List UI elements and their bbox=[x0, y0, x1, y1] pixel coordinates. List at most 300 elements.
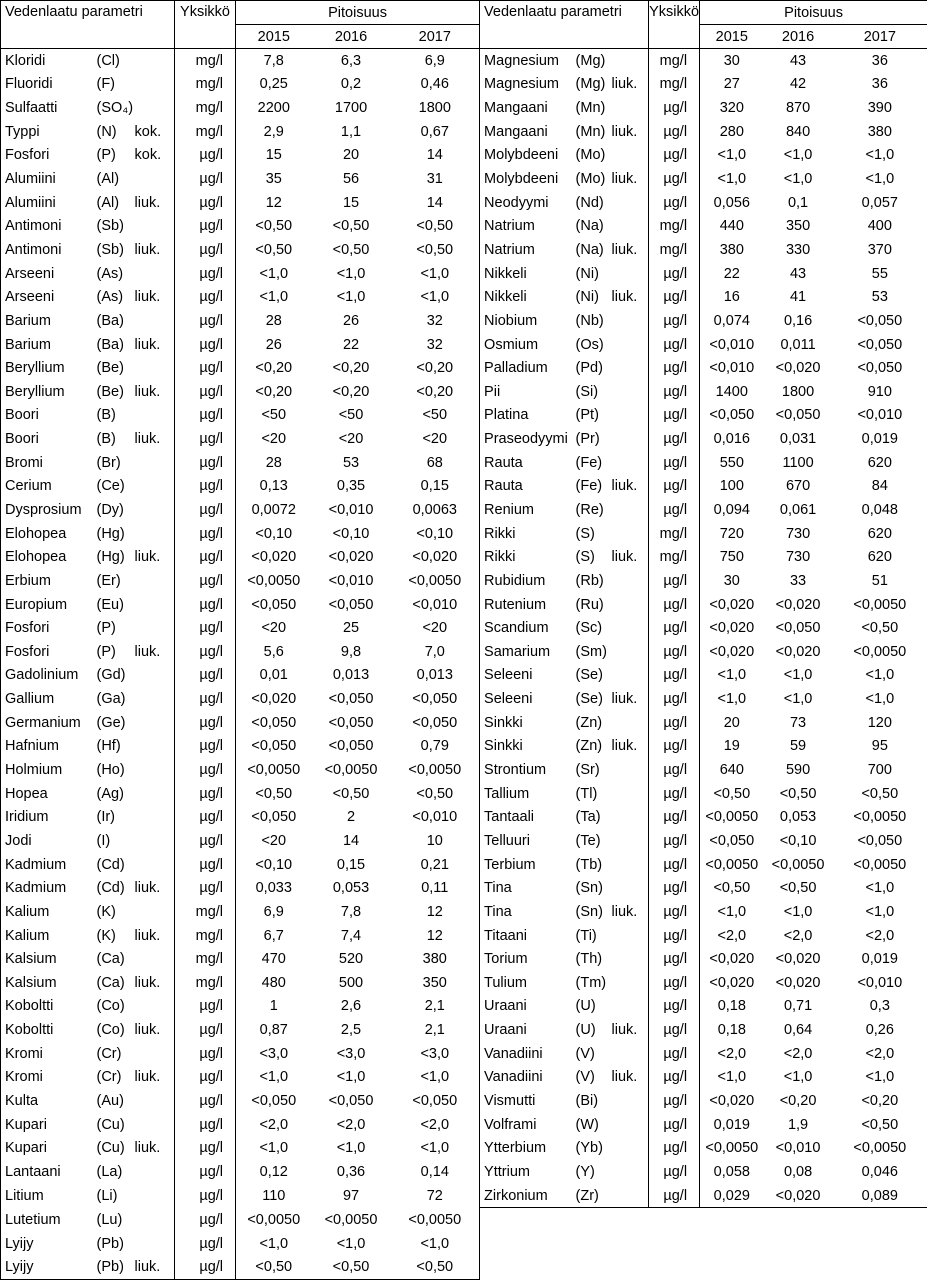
parameter-name: Kalsium bbox=[1, 971, 97, 995]
element-symbol: (Zn) bbox=[575, 714, 603, 731]
value-2017: 2,1 bbox=[424, 998, 445, 1015]
unit-cell: µg/l bbox=[649, 1160, 700, 1184]
value-2016: 0,36 bbox=[336, 1163, 366, 1180]
parameter-name: Boori bbox=[1, 427, 97, 451]
empty-cell bbox=[649, 1232, 700, 1256]
element-symbol: (Ba) bbox=[96, 312, 124, 329]
value-2016: 870 bbox=[785, 100, 811, 117]
table-row bbox=[1, 1256, 927, 1280]
value-2015: <20 bbox=[236, 829, 312, 853]
unit-cell: µg/l bbox=[649, 309, 700, 333]
param-header-right: Vedenlaatu parametri bbox=[480, 1, 649, 49]
value-2017: 84 bbox=[833, 475, 927, 499]
parameter-name: Seleeni bbox=[480, 664, 576, 688]
element-symbol: (S) bbox=[575, 549, 595, 566]
value-2016: <2,0 bbox=[783, 1045, 813, 1062]
dissolved-note: liuk. bbox=[134, 431, 161, 448]
unit-cell: µg/l bbox=[649, 782, 700, 806]
dissolved-note: liuk. bbox=[611, 289, 638, 306]
value-2016: <0,20 bbox=[332, 360, 370, 377]
unit-cell: mg/l bbox=[649, 545, 700, 569]
parameter-name: Gadolinium bbox=[1, 664, 97, 688]
unit-cell: mg/l bbox=[649, 238, 700, 262]
element-symbol: (Ni) bbox=[575, 289, 599, 306]
unit-cell: µg/l bbox=[649, 829, 700, 853]
value-2017: <0,0050 bbox=[833, 806, 927, 830]
unit-cell: µg/l bbox=[649, 971, 700, 995]
parameter-name: Tallium bbox=[480, 782, 576, 806]
table-row bbox=[1, 687, 927, 711]
value-2016: 0,053 bbox=[779, 809, 817, 826]
dissolved-note bbox=[135, 73, 175, 97]
value-2015: <0,50 bbox=[236, 782, 312, 806]
value-2015: 440 bbox=[700, 214, 764, 238]
parameter-name: Elohopea bbox=[1, 545, 97, 569]
dissolved-note bbox=[135, 1208, 175, 1232]
value-2017: 370 bbox=[833, 238, 927, 262]
dissolved-note: liuk. bbox=[134, 643, 161, 660]
dissolved-note bbox=[612, 853, 649, 877]
parameter-name: Typpi bbox=[1, 120, 97, 144]
element-symbol: (Nd) bbox=[575, 194, 604, 211]
parameter-name: Rikki bbox=[480, 545, 576, 569]
value-2016: <1,0 bbox=[783, 147, 813, 164]
value-2015: 28 bbox=[236, 451, 312, 475]
value-2015: <3,0 bbox=[236, 1042, 312, 1066]
value-2015: <0,010 bbox=[700, 356, 764, 380]
value-2016: 730 bbox=[785, 549, 811, 566]
value-2016: 2 bbox=[346, 809, 356, 826]
parameter-name: Kalium bbox=[1, 900, 97, 924]
parameter-name: Lyijy bbox=[1, 1232, 97, 1256]
dissolved-note: liuk. bbox=[611, 1022, 638, 1039]
table-row bbox=[1, 545, 927, 569]
value-2016: <1,0 bbox=[336, 1235, 366, 1252]
dissolved-note bbox=[612, 1042, 649, 1066]
value-2016: 0,061 bbox=[779, 501, 817, 518]
table-row bbox=[1, 356, 927, 380]
element-symbol: (Cr) bbox=[96, 1069, 122, 1086]
dissolved-note: liuk. bbox=[611, 738, 638, 755]
value-2015: 2,9 bbox=[236, 120, 312, 144]
unit-cell: mg/l bbox=[175, 120, 236, 144]
element-symbol: (Hf) bbox=[96, 738, 121, 755]
dissolved-note bbox=[612, 947, 649, 971]
element-symbol: (Pb) bbox=[96, 1235, 124, 1252]
parameter-name: Fosfori bbox=[1, 616, 97, 640]
value-2017: 32 bbox=[426, 312, 443, 329]
unit-cell: µg/l bbox=[649, 711, 700, 735]
dissolved-note: liuk. bbox=[134, 194, 161, 211]
dissolved-note bbox=[612, 1136, 649, 1160]
value-2016: 520 bbox=[338, 951, 364, 968]
value-2017: <0,050 bbox=[412, 691, 458, 708]
value-2016: <2,0 bbox=[783, 927, 813, 944]
value-2016: 0,2 bbox=[340, 76, 362, 93]
value-2016: 1800 bbox=[781, 383, 815, 400]
element-symbol: (Na) bbox=[575, 241, 604, 258]
element-symbol: (Ba) bbox=[96, 336, 124, 353]
value-2015: 380 bbox=[700, 238, 764, 262]
dissolved-note: liuk. bbox=[611, 1069, 638, 1086]
value-2015: 110 bbox=[236, 1184, 312, 1208]
table-row bbox=[1, 309, 927, 333]
value-2016: 1700 bbox=[334, 100, 368, 117]
table-row bbox=[1, 238, 927, 262]
value-2016: <0,10 bbox=[779, 832, 817, 849]
value-2015: <0,050 bbox=[236, 806, 312, 830]
parameter-name: Elohopea bbox=[1, 522, 97, 546]
value-2015: <1,0 bbox=[700, 144, 764, 168]
unit-cell: µg/l bbox=[649, 262, 700, 286]
value-2015: <20 bbox=[236, 427, 312, 451]
table-row bbox=[1, 380, 927, 404]
value-2017: 36 bbox=[833, 49, 927, 73]
element-symbol: (Hg) bbox=[96, 525, 125, 542]
value-2016: <0,50 bbox=[332, 218, 370, 235]
unit-cell: mg/l bbox=[175, 49, 236, 73]
value-2017: 0,79 bbox=[420, 738, 449, 755]
value-2016: <0,050 bbox=[328, 1093, 374, 1109]
parameter-name: Renium bbox=[480, 498, 576, 522]
dissolved-note bbox=[612, 262, 649, 286]
unit-cell: µg/l bbox=[649, 380, 700, 404]
unit-cell: µg/l bbox=[649, 285, 700, 309]
table-row bbox=[1, 120, 927, 144]
value-2017: 55 bbox=[833, 262, 927, 286]
unit-cell: µg/l bbox=[649, 687, 700, 711]
value-2015: <1,0 bbox=[236, 262, 312, 286]
table-row bbox=[1, 853, 927, 877]
element-symbol: (Os) bbox=[575, 336, 604, 353]
value-2017: 700 bbox=[833, 758, 927, 782]
value-2015: 550 bbox=[700, 451, 764, 475]
unit-cell: µg/l bbox=[175, 569, 236, 593]
dissolved-note bbox=[612, 829, 649, 853]
empty-cell bbox=[649, 1256, 700, 1280]
parameter-name: Osmium bbox=[480, 333, 576, 357]
value-2016: 7,4 bbox=[340, 927, 362, 944]
empty-cell bbox=[700, 1232, 764, 1256]
table-row bbox=[1, 616, 927, 640]
value-2017: 0,14 bbox=[420, 1163, 449, 1180]
empty-cell bbox=[612, 1256, 649, 1280]
empty-cell bbox=[833, 1256, 927, 1280]
parameter-name: Telluuri bbox=[480, 829, 576, 853]
dissolved-note: liuk. bbox=[134, 289, 161, 306]
value-2015: <0,0050 bbox=[700, 806, 764, 830]
parameter-name: Tina bbox=[480, 876, 576, 900]
value-2015: 35 bbox=[236, 167, 312, 191]
value-2016: 2,5 bbox=[340, 1022, 362, 1039]
parameter-name: Rubidium bbox=[480, 569, 576, 593]
value-2016: <50 bbox=[338, 407, 364, 424]
element-symbol: (I) bbox=[96, 832, 111, 849]
parameter-name: Lantaani bbox=[1, 1160, 97, 1184]
element-symbol: (Al) bbox=[96, 194, 120, 211]
value-2015: <1,0 bbox=[236, 1136, 312, 1160]
dissolved-note bbox=[612, 664, 649, 688]
value-2017: 12 bbox=[426, 927, 443, 944]
value-2017: 380 bbox=[422, 951, 447, 968]
element-symbol: (F) bbox=[96, 76, 116, 93]
dissolved-note bbox=[612, 995, 649, 1019]
value-2016: 42 bbox=[789, 76, 807, 93]
parameter-name: Barium bbox=[1, 333, 97, 357]
unit-cell: µg/l bbox=[175, 1160, 236, 1184]
element-symbol: (Mn) bbox=[575, 100, 606, 117]
value-2017: 95 bbox=[833, 735, 927, 759]
parameter-name: Titaani bbox=[480, 924, 576, 948]
parameter-name: Natrium bbox=[480, 214, 576, 238]
value-2015: <0,20 bbox=[236, 380, 312, 404]
value-2016: 2,6 bbox=[340, 998, 362, 1015]
dissolved-note bbox=[135, 1160, 175, 1184]
element-symbol: (Ca) bbox=[96, 974, 125, 991]
value-2017: <1,0 bbox=[833, 664, 927, 688]
element-symbol: (Pr) bbox=[575, 431, 600, 448]
parameter-name: Magnesium bbox=[480, 73, 576, 97]
value-2016: 840 bbox=[785, 123, 811, 140]
parameter-name: Koboltti bbox=[1, 995, 97, 1019]
value-2015: 280 bbox=[700, 120, 764, 144]
unit-cell: µg/l bbox=[175, 1184, 236, 1208]
dissolved-note: liuk. bbox=[134, 336, 161, 353]
value-2016: 20 bbox=[342, 147, 360, 164]
value-2017: <0,20 bbox=[416, 360, 454, 377]
dissolved-note bbox=[135, 593, 175, 617]
element-symbol: (Pd) bbox=[575, 360, 603, 377]
unit-cell: µg/l bbox=[175, 333, 236, 357]
value-2015: 6,9 bbox=[236, 900, 312, 924]
value-2017: <0,010 bbox=[412, 809, 458, 826]
dissolved-note bbox=[612, 498, 649, 522]
unit-cell: µg/l bbox=[175, 853, 236, 877]
unit-cell: µg/l bbox=[175, 1256, 236, 1280]
value-2015: 19 bbox=[700, 735, 764, 759]
element-symbol: (Cd) bbox=[96, 856, 125, 873]
value-2016: <1,0 bbox=[336, 265, 366, 282]
value-2016: 0,031 bbox=[779, 431, 817, 448]
value-2016: 41 bbox=[789, 289, 807, 306]
value-2015: <1,0 bbox=[700, 687, 764, 711]
parameter-name: Kloridi bbox=[1, 49, 97, 73]
unit-cell: µg/l bbox=[175, 664, 236, 688]
table-row bbox=[1, 995, 927, 1019]
value-2016: 53 bbox=[342, 454, 360, 471]
parameter-name: Erbium bbox=[1, 569, 97, 593]
value-2017: 6,9 bbox=[424, 52, 445, 69]
unit-cell: µg/l bbox=[649, 191, 700, 215]
element-symbol: (Sb) bbox=[96, 218, 124, 235]
value-2017: 36 bbox=[833, 73, 927, 97]
dissolved-note bbox=[135, 806, 175, 830]
value-2015: <1,0 bbox=[236, 285, 312, 309]
value-2017: <0,010 bbox=[833, 971, 927, 995]
dissolved-note bbox=[135, 356, 175, 380]
value-2015: 26 bbox=[236, 333, 312, 357]
parameter-name: Kupari bbox=[1, 1136, 97, 1160]
value-2015: <0,020 bbox=[236, 545, 312, 569]
table-row bbox=[1, 947, 927, 971]
parameter-name: Uraani bbox=[480, 1018, 576, 1042]
value-2017: <1,0 bbox=[833, 900, 927, 924]
parameter-name: Kupari bbox=[1, 1113, 97, 1137]
value-2015: 0,18 bbox=[700, 1018, 764, 1042]
value-2016: 670 bbox=[785, 478, 811, 495]
dissolved-note: liuk. bbox=[134, 383, 161, 400]
unit-cell: µg/l bbox=[175, 1018, 236, 1042]
unit-cell: µg/l bbox=[175, 1066, 236, 1090]
parameter-name: Niobium bbox=[480, 309, 576, 333]
value-2017: <2,0 bbox=[833, 1042, 927, 1066]
value-2017: <0,10 bbox=[416, 525, 454, 542]
value-2015: 0,01 bbox=[236, 664, 312, 688]
parameter-name: Kalium bbox=[1, 924, 97, 948]
value-2017: <1,0 bbox=[833, 167, 927, 191]
dissolved-note bbox=[135, 1089, 175, 1113]
dissolved-note: liuk. bbox=[134, 974, 161, 991]
parameter-name: Vismutti bbox=[480, 1089, 576, 1113]
table-row bbox=[1, 522, 927, 546]
dissolved-note bbox=[135, 1184, 175, 1208]
value-2015: 12 bbox=[236, 191, 312, 215]
value-2015: 6,7 bbox=[236, 924, 312, 948]
value-2016: 56 bbox=[342, 171, 360, 188]
element-symbol: (S) bbox=[575, 525, 595, 542]
value-2015: <2,0 bbox=[236, 1113, 312, 1137]
table-row bbox=[1, 404, 927, 428]
element-symbol: (Cu) bbox=[96, 1116, 125, 1133]
parameter-name: Lutetium bbox=[1, 1208, 97, 1232]
element-symbol: (Cr) bbox=[96, 1045, 122, 1062]
value-2017: 910 bbox=[833, 380, 927, 404]
parameter-name: Fosfori bbox=[1, 640, 97, 664]
value-2017: 0,048 bbox=[833, 498, 927, 522]
parameter-name: Kadmium bbox=[1, 876, 97, 900]
unit-cell: µg/l bbox=[649, 1066, 700, 1090]
dissolved-note bbox=[612, 380, 649, 404]
dissolved-note bbox=[612, 593, 649, 617]
dissolved-note bbox=[135, 451, 175, 475]
unit-cell: µg/l bbox=[175, 309, 236, 333]
empty-cell bbox=[612, 1232, 649, 1256]
dissolved-note bbox=[135, 1113, 175, 1137]
unit-cell: µg/l bbox=[175, 1208, 236, 1232]
unit-cell: µg/l bbox=[649, 924, 700, 948]
dissolved-note bbox=[612, 404, 649, 428]
dissolved-note bbox=[612, 522, 649, 546]
element-symbol: (Ga) bbox=[96, 691, 126, 708]
empty-cell bbox=[576, 1256, 612, 1280]
table-row bbox=[1, 924, 927, 948]
unit-cell: µg/l bbox=[175, 616, 236, 640]
table-row bbox=[1, 758, 927, 782]
parameter-name: Alumiini bbox=[1, 167, 97, 191]
value-2017: 0,019 bbox=[833, 427, 927, 451]
dissolved-note bbox=[135, 167, 175, 191]
value-2015: <0,50 bbox=[236, 1256, 312, 1280]
element-symbol: (V) bbox=[575, 1045, 595, 1062]
value-2015: <2,0 bbox=[700, 924, 764, 948]
value-2016: <0,50 bbox=[779, 880, 817, 897]
unit-cell: µg/l bbox=[175, 214, 236, 238]
unit-cell: µg/l bbox=[175, 758, 236, 782]
parameter-name: Antimoni bbox=[1, 214, 97, 238]
element-symbol: (Rb) bbox=[575, 572, 604, 589]
element-symbol: (Se) bbox=[575, 691, 603, 708]
element-symbol: (B) bbox=[96, 407, 116, 424]
element-symbol: (Te) bbox=[575, 832, 601, 849]
element-symbol: (Ag) bbox=[96, 785, 124, 802]
value-2017: <1,0 bbox=[833, 1066, 927, 1090]
element-symbol: (Cd) bbox=[96, 880, 125, 897]
parameter-name: Arseeni bbox=[1, 285, 97, 309]
value-2015: <0,20 bbox=[236, 356, 312, 380]
value-2016: 59 bbox=[789, 738, 807, 755]
dissolved-note: liuk. bbox=[611, 171, 638, 188]
value-2017: <1,0 bbox=[833, 876, 927, 900]
parameter-name: Fluoridi bbox=[1, 73, 97, 97]
element-symbol: (Yb) bbox=[575, 1140, 603, 1157]
dissolved-note bbox=[612, 1160, 649, 1184]
table-row bbox=[1, 1160, 927, 1184]
value-2015: 28 bbox=[236, 309, 312, 333]
value-2017: <0,0050 bbox=[408, 762, 462, 779]
value-2016: <0,050 bbox=[775, 620, 821, 637]
value-2017: 10 bbox=[426, 832, 443, 849]
value-2015: <0,020 bbox=[236, 687, 312, 711]
value-2016: <1,0 bbox=[336, 1140, 366, 1157]
parameter-name: Rutenium bbox=[480, 593, 576, 617]
element-symbol: (P) bbox=[96, 620, 116, 637]
value-2017: 400 bbox=[833, 214, 927, 238]
value-2015: <0,020 bbox=[700, 640, 764, 664]
value-2017: 14 bbox=[426, 194, 443, 211]
dissolved-note: liuk. bbox=[134, 1140, 161, 1157]
unit-cell: µg/l bbox=[649, 1089, 700, 1113]
parameter-name: Palladium bbox=[480, 356, 576, 380]
unit-cell: µg/l bbox=[175, 404, 236, 428]
dissolved-note bbox=[612, 876, 649, 900]
dissolved-note bbox=[612, 96, 649, 120]
table-row bbox=[1, 144, 927, 168]
dissolved-note bbox=[612, 924, 649, 948]
dissolved-note: liuk. bbox=[611, 691, 638, 708]
value-2016: <1,0 bbox=[783, 171, 813, 188]
value-2017: <50 bbox=[422, 407, 448, 424]
empty-cell bbox=[576, 1208, 612, 1232]
value-2016: <1,0 bbox=[783, 667, 813, 684]
dissolved-note bbox=[135, 853, 175, 877]
concentration-header-right: Pitoisuus bbox=[700, 1, 927, 25]
parameter-name: Fosfori bbox=[1, 144, 97, 168]
value-2015: <1,0 bbox=[700, 664, 764, 688]
value-2016: <0,020 bbox=[328, 549, 374, 566]
value-2015: 1400 bbox=[700, 380, 764, 404]
value-2017: <1,0 bbox=[420, 1069, 450, 1086]
element-symbol: (Y) bbox=[575, 1163, 595, 1180]
value-2016: 0,08 bbox=[783, 1163, 813, 1180]
parameter-name: Kalsium bbox=[1, 947, 97, 971]
element-symbol: (La) bbox=[96, 1163, 123, 1180]
dissolved-note bbox=[135, 404, 175, 428]
unit-cell: µg/l bbox=[649, 1042, 700, 1066]
value-2016: 26 bbox=[342, 312, 360, 329]
value-2017: 380 bbox=[833, 120, 927, 144]
element-symbol: (Ru) bbox=[575, 596, 604, 613]
dissolved-note bbox=[135, 522, 175, 546]
